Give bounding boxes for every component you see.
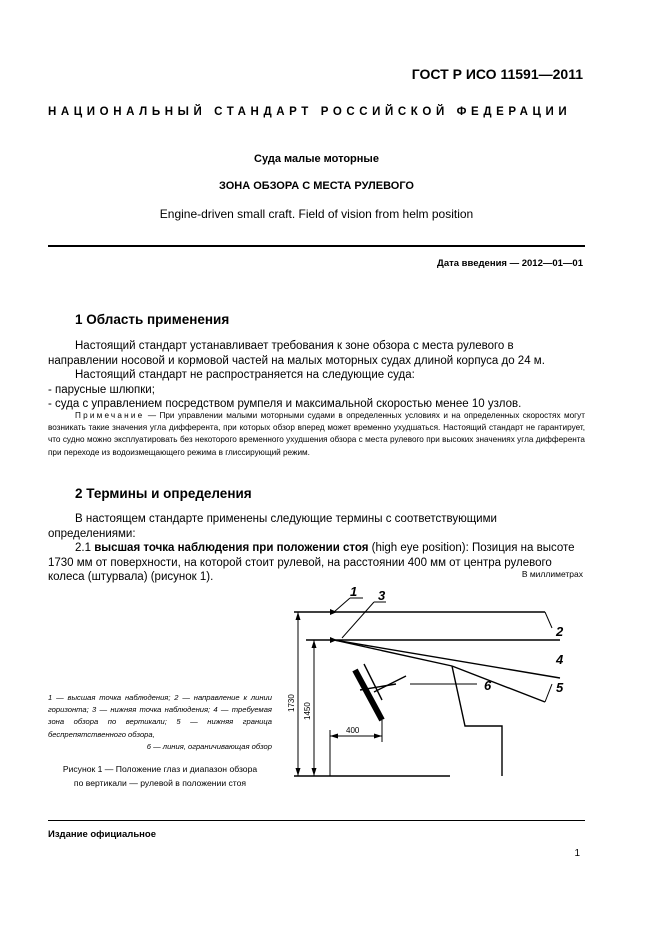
section-2-heading: 2 Термины и определения (75, 486, 252, 501)
introduction-date: Дата введения — 2012—01—01 (437, 258, 583, 269)
section-1-note (48, 410, 585, 459)
dim-label-400: 400 (346, 726, 360, 735)
dim-1450-arrow-bottom (312, 768, 317, 776)
wheel-shaft (374, 676, 406, 692)
leader-3 (342, 602, 374, 638)
note-label: Примечание (75, 411, 145, 420)
section-2-paragraph-1: В настоящем стандарте применены следующие термины с соответствующими определениями: (48, 513, 497, 540)
legend-text-1: 1 — высшая точка наблюдения; 2 — направление к линии горизонта; 3 — нижняя точка наблюдения; 4 — требуемая зона обзора по вертикали; 5 — нижняя граница беспрепятственного обзора, (48, 693, 272, 739)
title-line-1: Суда малые моторные (254, 153, 379, 165)
caption-line-1: Рисунок 1 — Положение глаз и диапазон обзора (62, 764, 258, 774)
title-english: Engine-driven small craft. Field of vision from helm position (159, 207, 474, 221)
dim-1730-arrow-bottom (296, 768, 301, 776)
national-standard-banner: НАЦИОНАЛЬНЫЙ СТАНДАРТ РОССИЙСКОЙ ФЕДЕРАЦИИ (48, 106, 572, 118)
section-1-body (48, 339, 585, 412)
section-1-paragraph-1: Настоящий стандарт устанавливает требования к зоне обзора с места рулевого в направлении носовой и кормовой частей на малых моторных судах длиной корпуса до 24 м. (48, 340, 545, 367)
section-2-body (48, 512, 585, 585)
dim-400-arrow-right (374, 734, 382, 739)
figure-label-6: 6 (484, 678, 492, 693)
title-divider (48, 245, 585, 247)
leader-2 (545, 612, 552, 628)
term-number: 2.1 (75, 542, 95, 554)
document-code: ГОСТ Р ИСО 11591—2011 (411, 66, 583, 82)
dim-400-arrow-left (330, 734, 338, 739)
page-number: 1 (574, 848, 580, 859)
caption-line-2: по вертикали — рулевой в положении стоя (73, 778, 247, 788)
footer-divider (48, 820, 585, 821)
steering-wheel-rim (355, 670, 382, 720)
figure-label-5: 5 (556, 680, 564, 695)
leader-1 (334, 598, 350, 612)
section-1-list-item-1: - парусные шлюпки; (48, 383, 155, 396)
lower-boundary-line-a (334, 640, 452, 666)
term-title: высшая точка наблюдения при положении стоя (94, 542, 369, 554)
figure-legend (48, 692, 272, 753)
dim-1730-arrow-top (296, 612, 301, 620)
figure-label-4: 4 (556, 652, 564, 667)
section-1-list-item-2: - суда с управлением посредством румпеля и максимальной скоростью менее 10 узлов. (48, 398, 522, 410)
section-1-paragraph-2: Настоящий стандарт не распространяется на следующие суда: (75, 369, 415, 381)
term-definition: (high eye position): Позиция на высоте 1730 мм от поверхности, на которой стоит рулевой, на расстоянии 400 мм от центра рулевого колеса (штурвала) (рисунок 1). (48, 542, 575, 583)
note-text: — При управлении малыми моторными судами в определенных условиях и на определенных скоростях могут возникать такие значения угла дифферента, при которых обзор вперед может временно ухудшаться. Настоящий стандарт не гарантирует, что судно можно эксплуатировать без некоторого временного ухудшения обзора с места рулевого при высоких значениях угла дифферента при переходе из водоизмещающего режима в глиссирующий режим. (48, 411, 585, 457)
figure-1-diagram (270, 580, 590, 785)
figure-label-1: 1 (350, 584, 358, 599)
dim-label-1730: 1730 (287, 694, 296, 712)
arrow-low-eye (330, 637, 337, 643)
figure-label-3: 3 (378, 588, 386, 603)
dim-label-1450: 1450 (303, 702, 312, 720)
dim-1450-arrow-top (312, 640, 317, 648)
section-1-heading: 1 Область применения (75, 312, 230, 327)
figure-label-2: 2 (556, 624, 564, 639)
leader-5 (545, 684, 552, 702)
official-edition: Издание официальное (48, 829, 156, 840)
units-note: В миллиметрах (521, 569, 583, 579)
legend-text-2: 6 — линия, ограничивающая обзор (146, 741, 272, 751)
term-2-1 (48, 541, 585, 585)
figure-caption (44, 762, 276, 790)
title-line-2: ЗОНА ОБЗОРА С МЕСТА РУЛЕВОГО (219, 180, 414, 192)
